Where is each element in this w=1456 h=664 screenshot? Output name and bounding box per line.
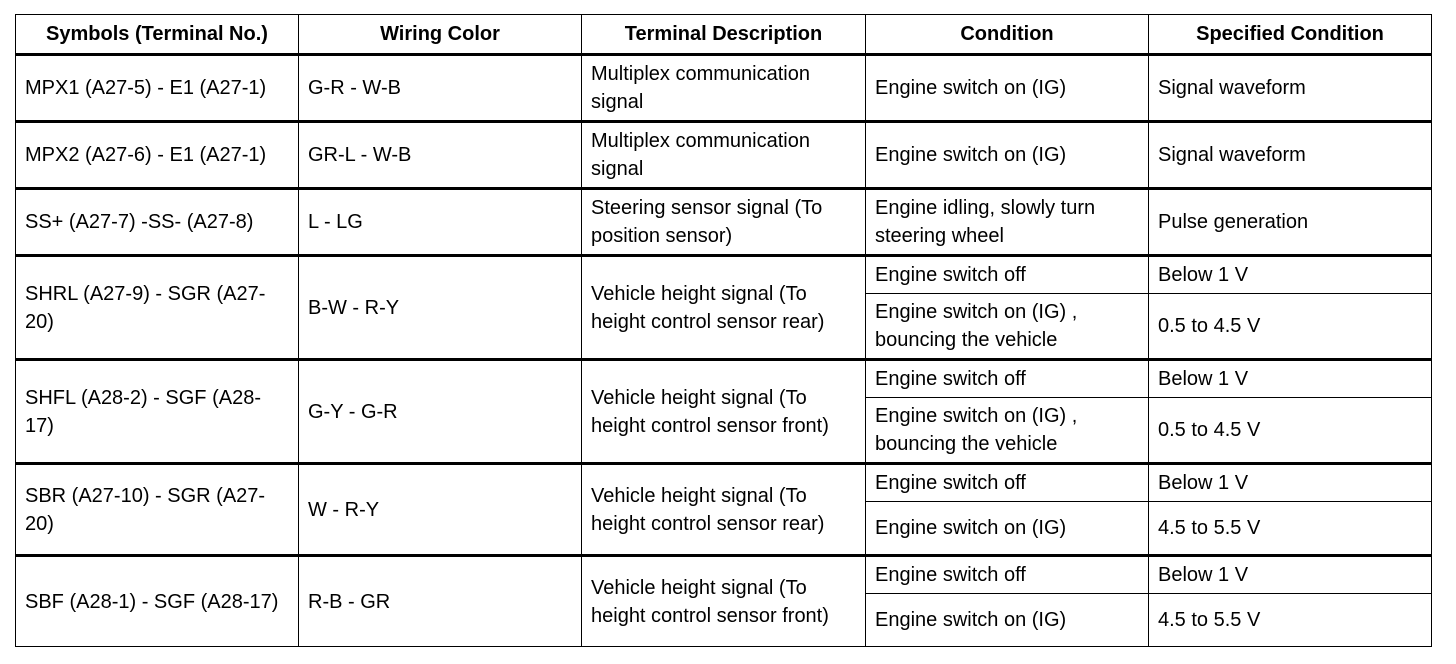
header-row <box>16 15 1432 55</box>
table-row <box>16 256 1432 294</box>
cell-symbols: SBR (A27-10) - SGR (A27-20) <box>16 464 299 556</box>
cell-symbols: SHFL (A28-2) - SGF (A28-17) <box>16 360 299 464</box>
table-row <box>16 189 1432 256</box>
cell-terminal-description: Vehicle height signal (To height control sensor front) <box>582 556 866 647</box>
cell-condition: Engine switch off <box>866 360 1149 398</box>
table-row <box>16 464 1432 502</box>
cell-wiring-color: G-Y - G-R <box>299 360 582 464</box>
table-row <box>16 556 1432 594</box>
cell-specified-condition: Signal waveform <box>1149 55 1432 122</box>
cell-wiring-color: G-R - W-B <box>299 55 582 122</box>
cell-condition: Engine idling, slowly turn steering wheel <box>866 189 1149 256</box>
cell-condition: Engine switch off <box>866 256 1149 294</box>
cell-specified-condition: Signal waveform <box>1149 122 1432 189</box>
cell-specified-condition: Below 1 V <box>1149 360 1432 398</box>
cell-symbols: MPX1 (A27-5) - E1 (A27-1) <box>16 55 299 122</box>
cell-symbols: SS+ (A27-7) -SS- (A27-8) <box>16 189 299 256</box>
cell-condition: Engine switch on (IG) <box>866 502 1149 556</box>
cell-specified-condition: 0.5 to 4.5 V <box>1149 294 1432 360</box>
cell-terminal-description: Vehicle height signal (To height control sensor front) <box>582 360 866 464</box>
cell-condition: Engine switch on (IG) , bouncing the vehicle <box>866 294 1149 360</box>
table-row <box>16 360 1432 398</box>
table-row <box>16 55 1432 122</box>
cell-wiring-color: B-W - R-Y <box>299 256 582 360</box>
cell-condition: Engine switch on (IG) <box>866 55 1149 122</box>
cell-wiring-color: W - R-Y <box>299 464 582 556</box>
header-specified-condition: Specified Condition <box>1149 15 1432 55</box>
cell-specified-condition: 0.5 to 4.5 V <box>1149 398 1432 464</box>
cell-condition: Engine switch off <box>866 464 1149 502</box>
cell-wiring-color: R-B - GR <box>299 556 582 647</box>
terminal-spec-table <box>15 14 1432 647</box>
cell-condition: Engine switch on (IG) <box>866 594 1149 647</box>
cell-wiring-color: GR-L - W-B <box>299 122 582 189</box>
cell-terminal-description: Vehicle height signal (To height control sensor rear) <box>582 464 866 556</box>
cell-symbols: MPX2 (A27-6) - E1 (A27-1) <box>16 122 299 189</box>
table-row <box>16 122 1432 189</box>
cell-wiring-color: L - LG <box>299 189 582 256</box>
cell-specified-condition: Pulse generation <box>1149 189 1432 256</box>
header-symbols: Symbols (Terminal No.) <box>16 15 299 55</box>
cell-condition: Engine switch off <box>866 556 1149 594</box>
cell-terminal-description: Vehicle height signal (To height control sensor rear) <box>582 256 866 360</box>
cell-specified-condition: 4.5 to 5.5 V <box>1149 502 1432 556</box>
header-wiring-color: Wiring Color <box>299 15 582 55</box>
cell-condition: Engine switch on (IG) <box>866 122 1149 189</box>
cell-specified-condition: 4.5 to 5.5 V <box>1149 594 1432 647</box>
cell-terminal-description: Multiplex communication signal <box>582 55 866 122</box>
cell-specified-condition: Below 1 V <box>1149 556 1432 594</box>
cell-specified-condition: Below 1 V <box>1149 464 1432 502</box>
cell-symbols: SHRL (A27-9) - SGR (A27-20) <box>16 256 299 360</box>
cell-condition: Engine switch on (IG) , bouncing the vehicle <box>866 398 1149 464</box>
header-terminal-description: Terminal Description <box>582 15 866 55</box>
cell-terminal-description: Multiplex communication signal <box>582 122 866 189</box>
cell-specified-condition: Below 1 V <box>1149 256 1432 294</box>
cell-symbols: SBF (A28-1) - SGF (A28-17) <box>16 556 299 647</box>
cell-terminal-description: Steering sensor signal (To position sensor) <box>582 189 866 256</box>
header-condition: Condition <box>866 15 1149 55</box>
